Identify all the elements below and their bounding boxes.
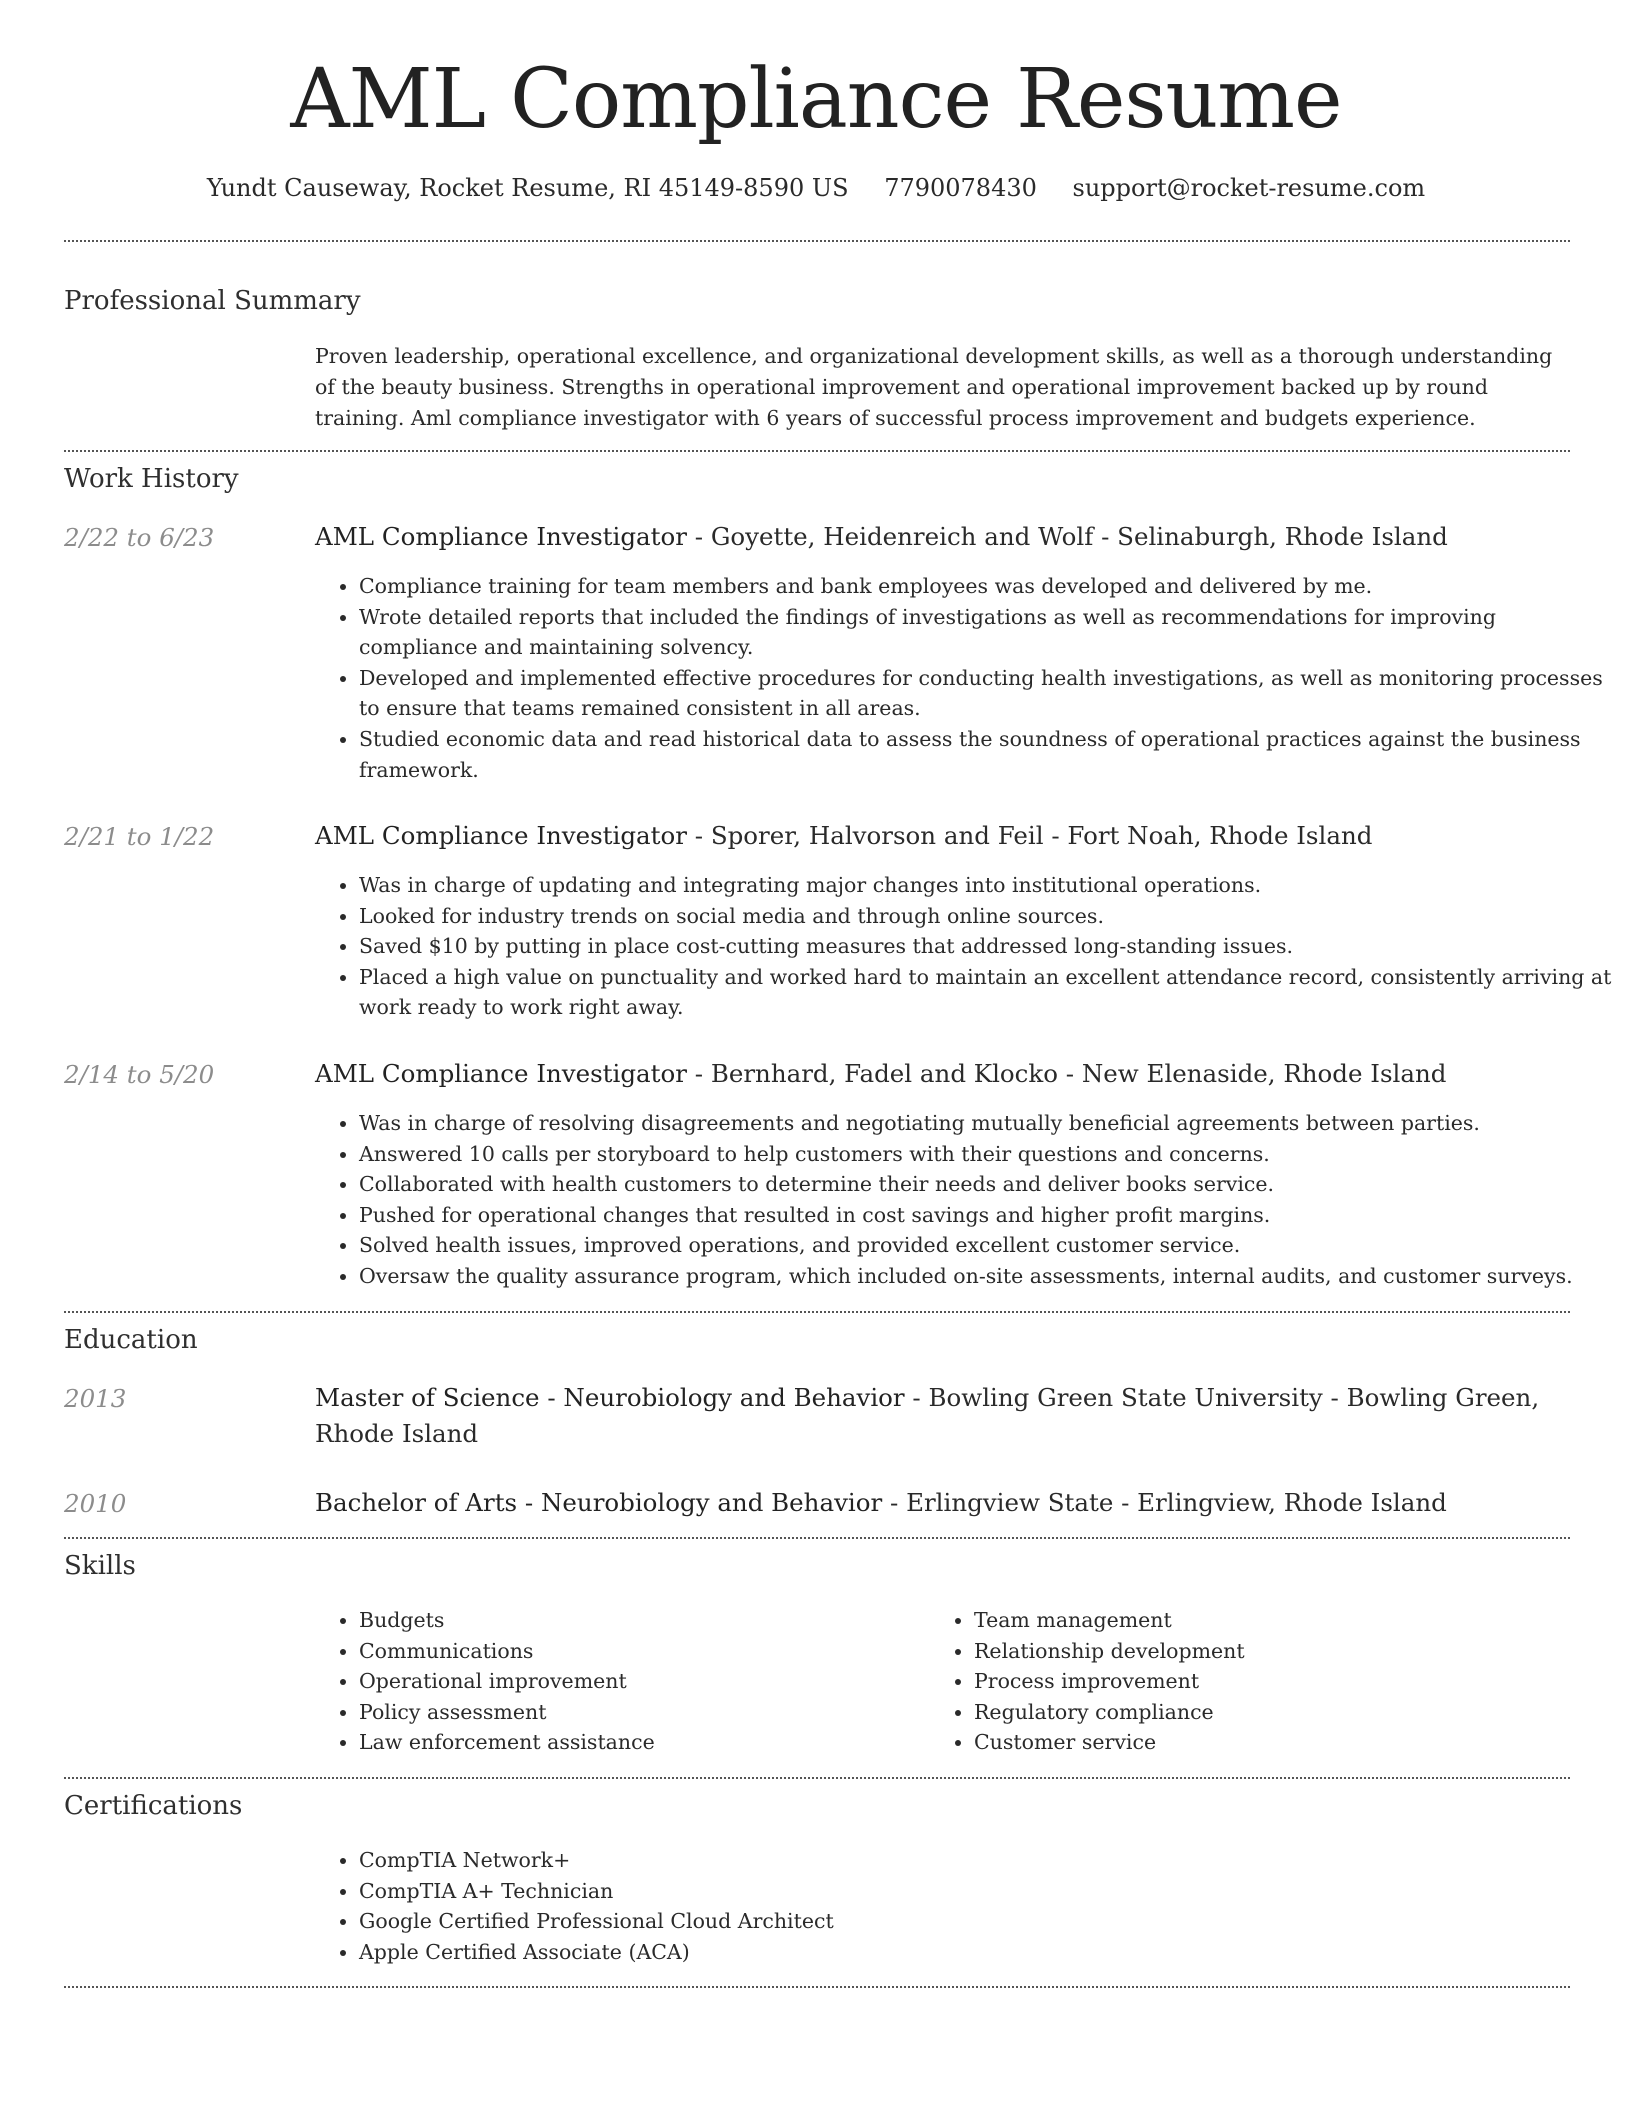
job-heading: AML Compliance Investigator - Goyette, Heidenreich and Wolf - Selinaburgh, Rhode Island <box>315 522 1448 551</box>
job-location: New Elenaside, Rhode Island <box>1081 1059 1447 1088</box>
job-heading: AML Compliance Investigator - Sporer, Halvorson and Feil - Fort Noah, Rhode Island <box>315 821 1373 850</box>
education-entry: Master of Science - Neurobiology and Behavior - Bowling Green State University - Bowling Green, Rhode Island <box>315 1383 1540 1448</box>
summary-text: Proven leadership, operational excellence, and organizational development skills, as well as a thorough understanding of the beauty business. Strengths in operational improvement and operational improvement backed up by round training. Aml compliance investigator with 6 years of successful process improvement and budgets experience. <box>315 344 1553 430</box>
list-item: • Was in charge of resolving disagreements and negotiating mutually beneficial agreements between parties. <box>359 1108 1615 1139</box>
section-heading-skills: Skills <box>64 1551 136 1581</box>
list-item: • Wrote detailed reports that included the findings of investigations as well as recommendations for improving compliance and maintaining solvency. <box>359 602 1615 663</box>
contact-address: Yundt Causeway, Rocket Resume, RI 45149-8590 US <box>206 174 849 202</box>
skill-item: • Communications <box>359 1636 1615 1667</box>
contact-line <box>0 171 1632 205</box>
education-degree: Bachelor of Arts - Neurobiology and Behavior <box>315 1488 883 1517</box>
education-entry: Bachelor of Arts - Neurobiology and Behavior - Erlingview State - Erlingview, Rhode Island <box>315 1488 1447 1517</box>
skill-item: • Team management <box>974 1605 1632 1636</box>
skill-item: • Regulatory compliance <box>974 1697 1632 1728</box>
skill-item: • Law enforcement assistance <box>359 1727 1615 1758</box>
skill-item: • Budgets <box>359 1605 1615 1636</box>
certification-item: • Apple Certified Associate (ACA) <box>359 1937 1615 1968</box>
job-bullets <box>315 870 1615 1023</box>
job-bullets <box>315 571 1615 785</box>
skill-item: • Operational improvement <box>359 1666 1615 1697</box>
section-heading-work: Work History <box>64 464 239 494</box>
divider <box>64 1311 1570 1313</box>
job-company: Goyette, Heidenreich and Wolf <box>710 522 1094 551</box>
divider <box>64 1986 1570 1988</box>
list-item: • Collaborated with health customers to determine their needs and deliver books service. <box>359 1169 1615 1200</box>
job-location: Selinaburgh, Rhode Island <box>1117 522 1448 551</box>
section-heading-education: Education <box>64 1325 198 1355</box>
list-item: • Answered 10 calls per storyboard to help customers with their questions and concerns. <box>359 1139 1615 1170</box>
job-heading: AML Compliance Investigator - Bernhard, Fadel and Klocko - New Elenaside, Rhode Island <box>315 1059 1447 1088</box>
skill-item: • Customer service <box>974 1727 1632 1758</box>
contact-phone: 7790078430 <box>884 174 1037 202</box>
job-dates: 2/21 to 1/22 <box>64 822 215 851</box>
section-heading-summary: Professional Summary <box>64 286 361 316</box>
job-dates: 2/14 to 5/20 <box>64 1060 215 1089</box>
skills-list-right <box>930 1605 1632 1758</box>
certification-item: • Google Certified Professional Cloud Architect <box>359 1906 1615 1937</box>
resume-title: AML Compliance Resume <box>290 52 1342 147</box>
divider <box>64 1777 1570 1779</box>
list-item: • Placed a high value on punctuality and worked hard to maintain an excellent attendance record, consistently arriving at work ready to work right away. <box>359 962 1615 1023</box>
list-item: • Looked for industry trends on social media and through online sources. <box>359 901 1615 932</box>
education-year: 2013 <box>64 1384 127 1413</box>
job-bullets <box>315 1108 1615 1292</box>
certifications-list <box>315 1845 1615 1967</box>
job-location: Fort Noah, Rhode Island <box>1067 821 1373 850</box>
education-year: 2010 <box>64 1489 127 1518</box>
list-item: • Saved $10 by putting in place cost-cutting measures that addressed long-standing issues. <box>359 931 1615 962</box>
job-title: AML Compliance Investigator <box>315 821 687 850</box>
list-item: • Was in charge of updating and integrating major changes into institutional operations. <box>359 870 1615 901</box>
certification-item: • CompTIA A+ Technician <box>359 1876 1615 1907</box>
list-item: • Oversaw the quality assurance program, which included on-site assessments, internal audits, and customer surveys. <box>359 1261 1615 1292</box>
job-company: Bernhard, Fadel and Klocko <box>710 1059 1058 1088</box>
job-title: AML Compliance Investigator <box>315 522 687 551</box>
education-degree: Master of Science - Neurobiology and Behavior <box>315 1383 905 1412</box>
contact-email: support@rocket-resume.com <box>1072 174 1426 202</box>
list-item: • Developed and implemented effective procedures for conducting health investigations, as well as monitoring processes to ensure that teams remained consistent in all areas. <box>359 663 1615 724</box>
divider <box>64 450 1570 452</box>
skill-item: • Relationship development <box>974 1636 1632 1667</box>
education-details: Bowling Green State University - Bowling Green, Rhode Island <box>315 1383 1540 1448</box>
skill-item: • Process improvement <box>974 1666 1632 1697</box>
divider <box>64 240 1570 242</box>
certification-item: • CompTIA Network+ <box>359 1845 1615 1876</box>
job-dates: 2/22 to 6/23 <box>64 523 215 552</box>
list-item: • Compliance training for team members and bank employees was developed and delivered by me. <box>359 571 1615 602</box>
job-company: Sporer, Halvorson and Feil <box>710 821 1044 850</box>
skill-item: • Policy assessment <box>359 1697 1615 1728</box>
job-title: AML Compliance Investigator <box>315 1059 687 1088</box>
list-item: • Studied economic data and read historical data to assess the soundness of operational practices against the business framework. <box>359 724 1615 785</box>
divider <box>64 1537 1570 1539</box>
list-item: • Solved health issues, improved operations, and provided excellent customer service. <box>359 1230 1615 1261</box>
list-item: • Pushed for operational changes that resulted in cost savings and higher profit margins. <box>359 1200 1615 1231</box>
education-details: Erlingview State - Erlingview, Rhode Island <box>906 1488 1447 1517</box>
section-heading-certifications: Certifications <box>64 1791 243 1821</box>
